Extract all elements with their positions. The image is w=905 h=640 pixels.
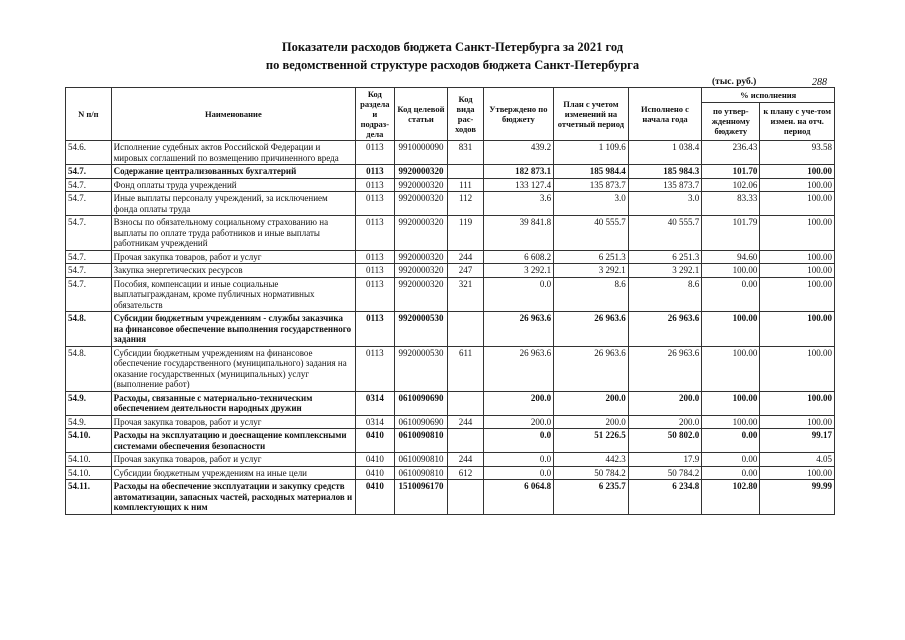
row-executed: 6 234.8 (628, 480, 702, 515)
row-name: Иные выплаты персоналу учреждений, за исключением фонда оплаты труда (111, 192, 356, 216)
row-name: Расходы на эксплуатацию и доеснащение комплексными системами обеспечения безопасности (111, 429, 356, 453)
header-executed: Исполнено с начала года (628, 88, 702, 141)
row-pct-approved: 94.60 (702, 250, 760, 264)
row-pct-plan: 100.00 (760, 192, 835, 216)
row-pct-plan: 100.00 (760, 264, 835, 278)
row-pct-plan: 100.00 (760, 165, 835, 179)
row-num: 54.8. (66, 346, 112, 391)
row-executed: 3 292.1 (628, 264, 702, 278)
row-plan: 3.0 (554, 192, 629, 216)
row-pct-approved: 101.70 (702, 165, 760, 179)
row-razdel: 0113 (356, 346, 394, 391)
header-pct-approved: по утвер-жденному бюджету (702, 102, 760, 140)
row-executed: 26 963.6 (628, 346, 702, 391)
row-pct-approved: 100.00 (702, 391, 760, 415)
row-executed: 6 251.3 (628, 250, 702, 264)
row-plan: 50 784.2 (554, 466, 629, 480)
table-row (66, 141, 835, 165)
row-num: 54.9. (66, 391, 112, 415)
row-target: 9920000320 (394, 165, 448, 179)
row-razdel: 0113 (356, 141, 394, 165)
row-name: Прочая закупка товаров, работ и услуг (111, 250, 356, 264)
row-target: 9910000090 (394, 141, 448, 165)
row-vid: 831 (448, 141, 483, 165)
row-executed: 185 984.3 (628, 165, 702, 179)
row-vid (448, 312, 483, 347)
table-row (66, 250, 835, 264)
row-razdel: 0113 (356, 277, 394, 312)
row-approved: 26 963.6 (483, 312, 553, 347)
row-executed: 1 038.4 (628, 141, 702, 165)
row-num: 54.10. (66, 453, 112, 467)
row-name: Взносы по обязательному социальному страхованию на выплаты по оплате труда работников и иные выплаты работникам учреждений (111, 216, 356, 251)
row-razdel: 0314 (356, 415, 394, 429)
row-pct-approved: 100.00 (702, 312, 760, 347)
row-name: Расходы на обеспечение эксплуатации и закупку средств автоматизации, запасных частей, расходных материалов и комплектующих к ним (111, 480, 356, 515)
table-row (66, 391, 835, 415)
row-vid (448, 391, 483, 415)
header-num: N п/п (66, 88, 112, 141)
row-pct-approved: 102.06 (702, 178, 760, 192)
row-num: 54.7. (66, 216, 112, 251)
row-plan: 26 963.6 (554, 346, 629, 391)
row-pct-plan: 99.99 (760, 480, 835, 515)
row-num: 54.9. (66, 415, 112, 429)
row-num: 54.10. (66, 466, 112, 480)
row-num: 54.7. (66, 178, 112, 192)
row-razdel: 0113 (356, 312, 394, 347)
row-num: 54.8. (66, 312, 112, 347)
row-num: 54.7. (66, 277, 112, 312)
row-name: Прочая закупка товаров, работ и услуг (111, 453, 356, 467)
row-executed: 26 963.6 (628, 312, 702, 347)
row-pct-plan: 99.17 (760, 429, 835, 453)
row-pct-approved: 0.00 (702, 453, 760, 467)
row-vid (448, 480, 483, 515)
row-target: 9920000320 (394, 216, 448, 251)
header-razdel: Код раздела и подраз-дела (356, 88, 394, 141)
table-row (66, 429, 835, 453)
row-name: Субсидии бюджетным учреждениям на иные цели (111, 466, 356, 480)
row-num: 54.11. (66, 480, 112, 515)
row-vid: 244 (448, 250, 483, 264)
row-pct-plan: 100.00 (760, 250, 835, 264)
row-pct-plan: 100.00 (760, 312, 835, 347)
table-row (66, 346, 835, 391)
row-plan: 6 251.3 (554, 250, 629, 264)
row-pct-approved: 100.00 (702, 415, 760, 429)
row-vid: 612 (448, 466, 483, 480)
row-razdel: 0314 (356, 391, 394, 415)
row-razdel: 0113 (356, 250, 394, 264)
row-name: Расходы, связанные с материально-техническим обеспечением деятельности народных дружин (111, 391, 356, 415)
row-razdel: 0113 (356, 192, 394, 216)
row-plan: 8.6 (554, 277, 629, 312)
page-number: 288 (812, 77, 827, 88)
row-vid: 244 (448, 415, 483, 429)
row-name: Прочая закупка товаров, работ и услуг (111, 415, 356, 429)
table-row (66, 178, 835, 192)
row-name: Фонд оплаты труда учреждений (111, 178, 356, 192)
row-name: Закупка энергетических ресурсов (111, 264, 356, 278)
document-title-line2: по ведомственной структуре расходов бюджета Санкт-Петербурга (265, 58, 640, 72)
header-pct-group: % исполнения (702, 88, 835, 103)
row-approved: 6 608.2 (483, 250, 553, 264)
row-executed: 40 555.7 (628, 216, 702, 251)
row-vid: 112 (448, 192, 483, 216)
row-pct-plan: 100.00 (760, 216, 835, 251)
row-num: 54.7. (66, 250, 112, 264)
row-target: 9920000320 (394, 264, 448, 278)
row-num: 54.10. (66, 429, 112, 453)
row-approved: 439.2 (483, 141, 553, 165)
row-pct-approved: 83.33 (702, 192, 760, 216)
row-target: 9920000320 (394, 250, 448, 264)
row-vid: 111 (448, 178, 483, 192)
row-razdel: 0113 (356, 165, 394, 179)
row-pct-plan: 100.00 (760, 415, 835, 429)
row-pct-approved: 0.00 (702, 466, 760, 480)
table-row (66, 415, 835, 429)
row-plan: 442.3 (554, 453, 629, 467)
row-executed: 50 784.2 (628, 466, 702, 480)
document-title-line1: Показатели расходов бюджета Санкт-Петербурга за 2021 год (281, 40, 624, 54)
row-plan: 6 235.7 (554, 480, 629, 515)
row-vid (448, 165, 483, 179)
row-executed: 17.9 (628, 453, 702, 467)
row-approved: 26 963.6 (483, 346, 553, 391)
row-target: 9920000320 (394, 192, 448, 216)
row-vid: 321 (448, 277, 483, 312)
row-num: 54.6. (66, 141, 112, 165)
row-approved: 182 873.1 (483, 165, 553, 179)
row-pct-approved: 100.00 (702, 346, 760, 391)
row-plan: 51 226.5 (554, 429, 629, 453)
row-plan: 185 984.4 (554, 165, 629, 179)
row-num: 54.7. (66, 264, 112, 278)
header-target: Код целевой статьи (394, 88, 448, 141)
row-razdel: 0410 (356, 480, 394, 515)
row-plan: 200.0 (554, 415, 629, 429)
row-approved: 6 064.8 (483, 480, 553, 515)
row-target: 9920000320 (394, 277, 448, 312)
row-name: Содержание централизованных бухгалтерий (111, 165, 356, 179)
row-plan: 40 555.7 (554, 216, 629, 251)
row-approved: 200.0 (483, 391, 553, 415)
header-vid: Код вида рас-ходов (448, 88, 483, 141)
row-plan: 1 109.6 (554, 141, 629, 165)
row-razdel: 0410 (356, 453, 394, 467)
row-executed: 3.0 (628, 192, 702, 216)
row-pct-plan: 100.00 (760, 277, 835, 312)
row-plan: 26 963.6 (554, 312, 629, 347)
table-row (66, 216, 835, 251)
row-executed: 135 873.7 (628, 178, 702, 192)
row-target: 9920000530 (394, 312, 448, 347)
row-approved: 0.0 (483, 277, 553, 312)
row-executed: 200.0 (628, 391, 702, 415)
row-pct-plan: 100.00 (760, 346, 835, 391)
row-num: 54.7. (66, 165, 112, 179)
row-target: 0610090810 (394, 453, 448, 467)
row-razdel: 0113 (356, 178, 394, 192)
row-vid: 611 (448, 346, 483, 391)
row-plan: 3 292.1 (554, 264, 629, 278)
header-plan: План с учетом изменений на отчетный период (554, 88, 629, 141)
row-approved: 0.0 (483, 429, 553, 453)
row-approved: 39 841.8 (483, 216, 553, 251)
table-body (66, 141, 835, 515)
row-approved: 0.0 (483, 466, 553, 480)
row-executed: 50 802.0 (628, 429, 702, 453)
row-vid: 119 (448, 216, 483, 251)
row-approved: 0.0 (483, 453, 553, 467)
row-name: Субсидии бюджетным учреждениям - службы заказчика на финансовое обеспечение выполнения государственного задания (111, 312, 356, 347)
row-approved: 200.0 (483, 415, 553, 429)
row-name: Пособия, компенсации и иные социальные выплатыгражданам, кроме публичных нормативных обязательств (111, 277, 356, 312)
row-pct-plan: 100.00 (760, 391, 835, 415)
units-label: (тыс. руб.) (712, 77, 757, 87)
budget-table (65, 87, 835, 515)
row-target: 0610090690 (394, 391, 448, 415)
row-executed: 200.0 (628, 415, 702, 429)
row-pct-plan: 93.58 (760, 141, 835, 165)
row-target: 9920000320 (394, 178, 448, 192)
table-row (66, 480, 835, 515)
table-row (66, 264, 835, 278)
row-target: 0610090690 (394, 415, 448, 429)
row-pct-plan: 100.00 (760, 178, 835, 192)
table-row (66, 453, 835, 467)
row-pct-approved: 101.79 (702, 216, 760, 251)
row-target: 9920000530 (394, 346, 448, 391)
row-pct-plan: 4.05 (760, 453, 835, 467)
row-executed: 8.6 (628, 277, 702, 312)
row-num: 54.7. (66, 192, 112, 216)
row-plan: 135 873.7 (554, 178, 629, 192)
row-razdel: 0410 (356, 429, 394, 453)
row-pct-approved: 102.80 (702, 480, 760, 515)
row-vid: 244 (448, 453, 483, 467)
row-razdel: 0410 (356, 466, 394, 480)
table-row (66, 165, 835, 179)
table-row (66, 192, 835, 216)
row-pct-approved: 236.43 (702, 141, 760, 165)
header-approved: Утверждено по бюджету (483, 88, 553, 141)
header-name: Наименование (111, 88, 356, 141)
table-row (66, 466, 835, 480)
row-target: 0610090810 (394, 429, 448, 453)
row-name: Субсидии бюджетным учреждениям на финансовое обеспечение государственного (муниципального) задания на оказание государственных (муниципальных) услуг (выполнение работ) (111, 346, 356, 391)
row-approved: 3 292.1 (483, 264, 553, 278)
row-approved: 133 127.4 (483, 178, 553, 192)
row-vid (448, 429, 483, 453)
row-pct-approved: 0.00 (702, 277, 760, 312)
row-name: Исполнение судебных актов Российской Федерации и мировых соглашений по возмещению причиненного вреда (111, 141, 356, 165)
row-pct-approved: 0.00 (702, 429, 760, 453)
table-row (66, 312, 835, 347)
table-row (66, 277, 835, 312)
row-plan: 200.0 (554, 391, 629, 415)
row-razdel: 0113 (356, 216, 394, 251)
row-pct-approved: 100.00 (702, 264, 760, 278)
row-razdel: 0113 (356, 264, 394, 278)
header-pct-plan: к плану с уче-том измен. на отч. период (760, 102, 835, 140)
row-target: 0610090810 (394, 466, 448, 480)
row-approved: 3.6 (483, 192, 553, 216)
row-pct-plan: 100.00 (760, 466, 835, 480)
row-vid: 247 (448, 264, 483, 278)
row-target: 1510096170 (394, 480, 448, 515)
